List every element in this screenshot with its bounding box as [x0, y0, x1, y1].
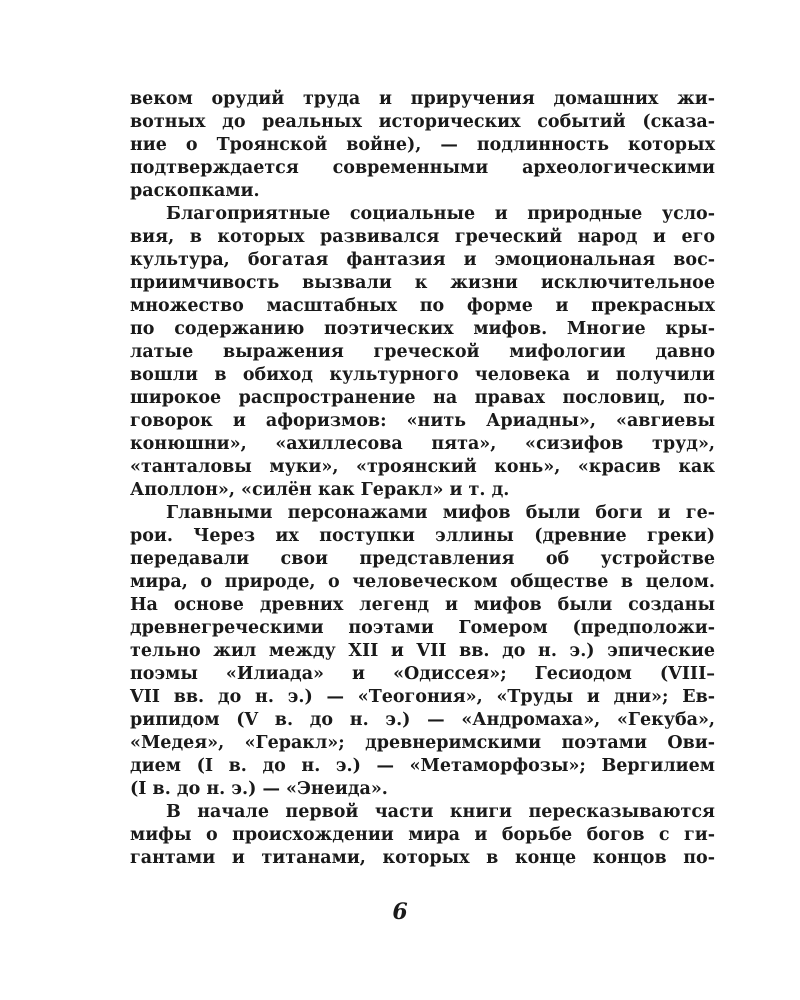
text-line: вошли в обиход культурного человека и получили [130, 365, 715, 385]
text-line: VII вв. до н. э.) — «Теогония», «Труды и дни»; Ев- [130, 687, 715, 707]
text-line: по содержанию поэтических мифов. Многие кры- [130, 319, 715, 339]
text-line: подтверждается современными археологическими [130, 158, 715, 178]
text-line: мира, о природе, о человеческом обществе в целом. [130, 572, 715, 592]
text-line: вия, в которых развивался греческий народ и его [130, 227, 715, 247]
text-line: передавали свои представления об устройстве [130, 549, 715, 569]
text-line: тельно жил между XII и VII вв. до н. э.) эпические [130, 641, 715, 661]
text-line: конюшни», «ахиллесова пята», «сизифов труд», [130, 434, 715, 454]
text-line: рипидом (V в. до н. э.) — «Андромаха», «Гекуба», [130, 710, 715, 730]
paragraph-1 [130, 88, 715, 203]
body-text [130, 88, 715, 870]
text-line: «танталовы муки», «троянский конь», «красив как [130, 457, 715, 477]
text-line: широкое распространение на правах пословиц, по- [130, 388, 715, 408]
paragraph-2 [130, 203, 715, 502]
paragraph-3 [130, 502, 715, 801]
page-number: 6 [392, 899, 408, 925]
text-line: гантами и титанами, которых в конце концов по- [130, 848, 715, 868]
text-line: Главными персонажами мифов были боги и ге- [166, 503, 715, 523]
text-line: культура, богатая фантазия и эмоциональная вос- [130, 250, 715, 270]
text-line: веком орудий труда и приручения домашних жи- [130, 89, 715, 109]
paragraph-4 [130, 801, 715, 870]
text-line: В начале первой части книги пересказываются [166, 802, 715, 822]
text-line: «Медея», «Геракл»; древнеримскими поэтами Ови- [130, 733, 715, 753]
text-line: говорок и афоризмов: «нить Ариадны», «авгиевы [130, 411, 715, 431]
text-line: древнегреческими поэтами Гомером (предположи- [130, 618, 715, 638]
text-line: латые выражения греческой мифологии давно [130, 342, 715, 362]
text-line: рои. Через их поступки эллины (древние греки) [130, 526, 715, 546]
text-line: На основе древних легенд и мифов были созданы [130, 595, 715, 615]
text-line: поэмы «Илиада» и «Одиссея»; Гесиодом (VIII– [130, 664, 715, 684]
text-line: Благоприятные социальные и природные усло- [166, 204, 715, 224]
text-line: ние о Троянской войне), — подлинность которых [130, 135, 715, 155]
text-line: раскопками. [130, 181, 260, 201]
text-line: множество масштабных по форме и прекрасных [130, 296, 715, 316]
text-line: вотных до реальных исторических событий (сказа- [130, 112, 715, 132]
text-line: Аполлон», «силён как Геракл» и т. д. [130, 480, 510, 500]
text-line: мифы о происхождении мира и борьбе богов с ги- [130, 825, 715, 845]
text-line: (I в. до н. э.) — «Энеида». [130, 779, 388, 799]
text-line: дием (I в. до н. э.) — «Метаморфозы»; Вергилием [130, 756, 715, 776]
text-line: приимчивость вызвали к жизни исключительное [130, 273, 715, 293]
